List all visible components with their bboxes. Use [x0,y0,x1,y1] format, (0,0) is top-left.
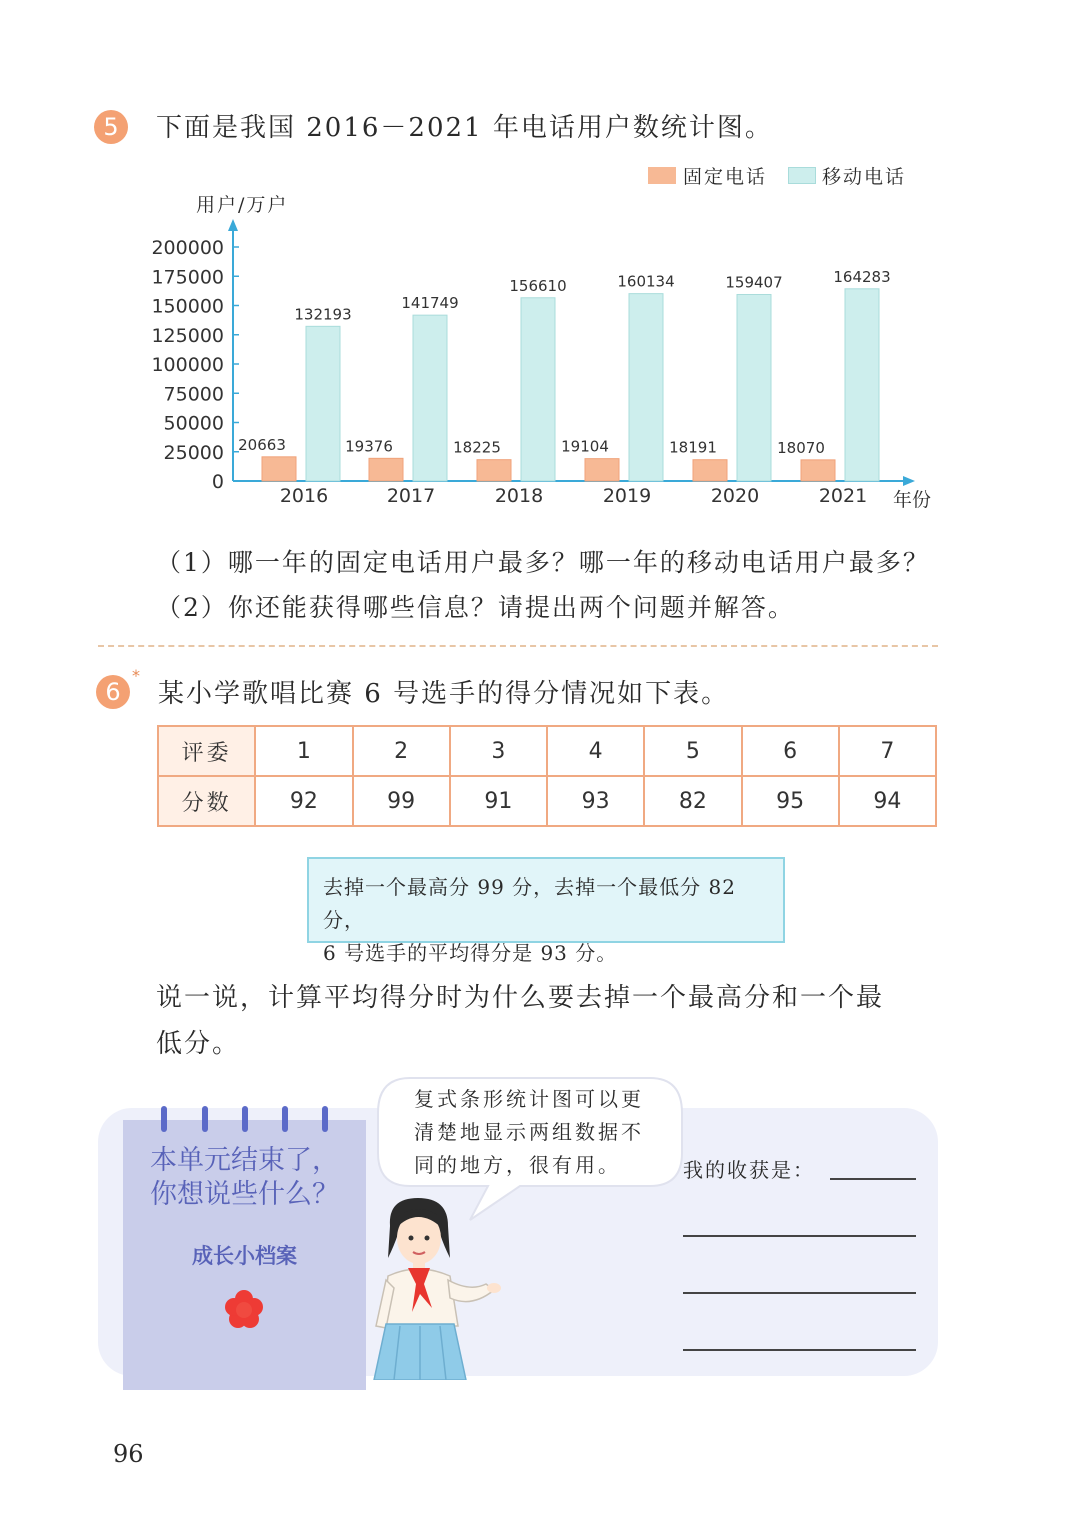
data-label: 159407 [725,273,783,292]
bar-mobile [629,294,663,481]
harvest-label: 我的收获是： [683,1158,815,1182]
question-6-badge: 6 [96,675,130,709]
data-label: 19104 [561,437,609,456]
y-tick-label: 0 [211,471,224,493]
section-divider [98,645,938,647]
table-header-judge: 评委 [158,726,255,776]
x-tick-label: 2017 [386,485,436,507]
x-tick-label: 2018 [494,485,544,507]
y-axis-label: 用户/万户 [196,194,289,216]
data-label: 19376 [345,437,393,456]
bubble-line-1: 复式条形统计图可以更 [414,1087,644,1111]
table-header-score: 分数 [158,776,255,826]
x-tick-label: 2020 [710,485,760,507]
optional-star-icon: * [132,666,140,685]
table-cell: 3 [450,726,547,776]
data-label: 18191 [669,438,717,457]
y-tick-label: 200000 [151,237,224,259]
bar-chart [0,0,1080,540]
y-tick-label: 175000 [151,266,224,289]
bar-mobile [845,289,879,481]
x-axis-arrow-icon [903,476,915,486]
binder-ring-icon [202,1106,208,1132]
y-tick-label: 75000 [163,383,224,406]
table-cell: 6 [742,726,839,776]
card-title-line-1: 本单元结束了， [150,1145,339,1176]
table-cell: 94 [839,776,936,826]
discuss-line-1: 说一说，计算平均得分时为什么要去掉一个最高分和一个最 [156,983,885,1013]
question-5-badge: 5 [94,110,128,144]
card-subtitle: 成长小档案 [192,1244,297,1268]
table-cell: 5 [644,726,741,776]
score-table [157,725,937,827]
data-label: 156610 [509,276,567,295]
growth-archive-card [123,1120,366,1390]
data-label: 164283 [833,267,891,286]
question-5-title: 下面是我国 2016－2021 年电话用户数统计图。 [156,113,773,143]
binder-ring-icon [322,1106,328,1132]
x-tick-label: 2016 [279,485,329,507]
answer-line[interactable] [683,1235,916,1237]
data-label: 18225 [453,438,501,457]
data-label: 160134 [617,272,675,291]
y-tick-label: 50000 [163,412,224,435]
table-cell: 92 [255,776,352,826]
girl-illustration [368,1196,503,1380]
table-cell: 82 [644,776,741,826]
bar-fixed [585,459,619,481]
table-cell: 95 [742,776,839,826]
question-5-sub-1: （1）哪一年的固定电话用户最多？哪一年的移动电话用户最多？ [156,548,930,577]
bar-mobile [306,326,340,481]
flower-icon [222,1288,266,1332]
binder-ring-icon [161,1106,167,1132]
binder-ring-icon [282,1106,288,1132]
table-cell: 99 [353,776,450,826]
table-cell: 2 [353,726,450,776]
y-tick-label: 150000 [151,295,224,318]
table-cell: 1 [255,726,352,776]
bar-mobile [737,294,771,481]
legend-label-mobile: 移动电话 [822,166,907,188]
table-cell: 93 [547,776,644,826]
bar-mobile [521,298,555,481]
data-label: 141749 [401,294,459,313]
binder-ring-icon [242,1106,248,1132]
bar-fixed [477,460,511,481]
answer-line[interactable] [683,1292,916,1294]
y-tick-label: 100000 [151,354,224,376]
data-label: 20663 [238,435,286,454]
bar-mobile [413,315,447,481]
bar-fixed [369,458,403,481]
bar-fixed [262,457,296,481]
page-number: 96 [113,1440,144,1468]
x-tick-label: 2021 [818,485,868,507]
info-box [307,857,785,965]
question-6-title: 某小学歌唱比赛 6 号选手的得分情况如下表。 [158,679,730,709]
y-tick-label: 25000 [163,441,224,464]
data-label: 18070 [777,438,825,457]
table-cell: 4 [547,726,644,776]
table-row-scores [158,776,936,826]
bar-fixed [693,460,727,481]
info-line-2: 6 号选手的平均得分是 93 分。 [323,941,618,965]
answer-line[interactable] [683,1349,916,1351]
table-cell: 91 [450,776,547,826]
card-title-line-2: 你想说些什么？ [150,1179,339,1210]
bubble-line-3: 同的地方，很有用。 [414,1153,621,1177]
legend-label-fixed: 固定电话 [683,166,768,188]
bubble-line-2: 清楚地显示两组数据不 [414,1120,644,1144]
data-label: 132193 [294,305,352,324]
discuss-line-2: 低分。 [156,1029,241,1059]
answer-line[interactable] [830,1178,916,1180]
question-5-sub-2: （2）你还能获得哪些信息？请提出两个问题并解答。 [156,593,795,622]
x-tick-label: 2019 [602,485,652,507]
info-line-1: 去掉一个最高分 99 分，去掉一个最低分 82 分， [323,875,736,932]
bar-fixed [801,460,835,481]
x-axis-label: 年份 [893,489,932,511]
y-tick-label: 125000 [151,324,224,347]
table-cell: 7 [839,726,936,776]
y-axis-arrow-icon [228,219,238,231]
table-row-judges [158,726,936,776]
